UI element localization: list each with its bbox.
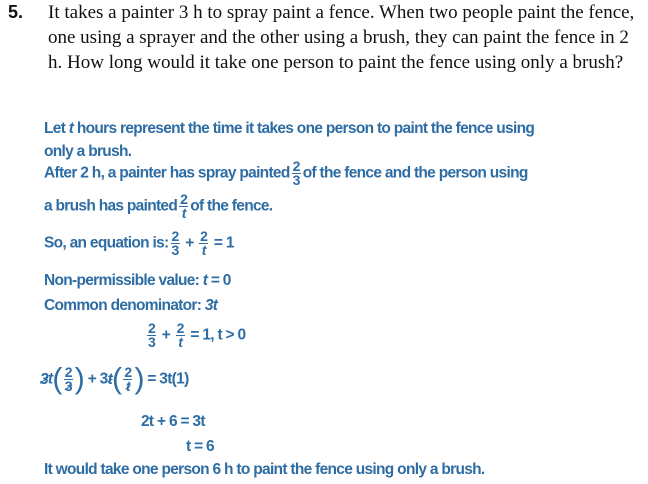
let-statement-cont: only a brush. — [44, 143, 132, 160]
non-permissible-value: Non-permissible value: t = 0 — [44, 272, 231, 289]
common-denominator: Common denominator: 3t — [44, 297, 218, 314]
step-4: t = 6 — [186, 438, 214, 455]
step-1: $\frac{2}{3}$ + $\frac{2}{t}$ = 1, t > 0 — [148, 320, 246, 350]
equation-statement: So, an equation is: $\frac{2}{3}$ + $\frac{2}{t}$ = 1 — [44, 228, 234, 258]
question-number: 5. — [8, 2, 24, 22]
question — [8, 0, 638, 75]
conclusion: It would take one person 6 h to paint the fence using only a brush. — [44, 461, 485, 478]
let-statement: Let t hours represent the time it takes one person to paint the fence using — [44, 120, 535, 137]
after-statement: After 2 h, a painter has spray painted $\frac{2}{3}$ of the fence and the person using — [44, 158, 528, 188]
brush-statement: a brush has painted $\frac{2}{t}$ of the fence. — [44, 191, 273, 221]
step-3: 2t + 6 = 3t — [141, 413, 205, 430]
question-text: It takes a painter 3 h to spray paint a fence. When two people paint the fence, one using a sprayer and the other using a brush, they can paint the fence in 2 h. How long would it take one person to paint the fence using only a brush? — [48, 2, 635, 73]
step-2: 3t( $\frac{2}{3}$ ) + 3t( $\frac{2}{t}$ ) = 3t(1) — [40, 362, 189, 396]
